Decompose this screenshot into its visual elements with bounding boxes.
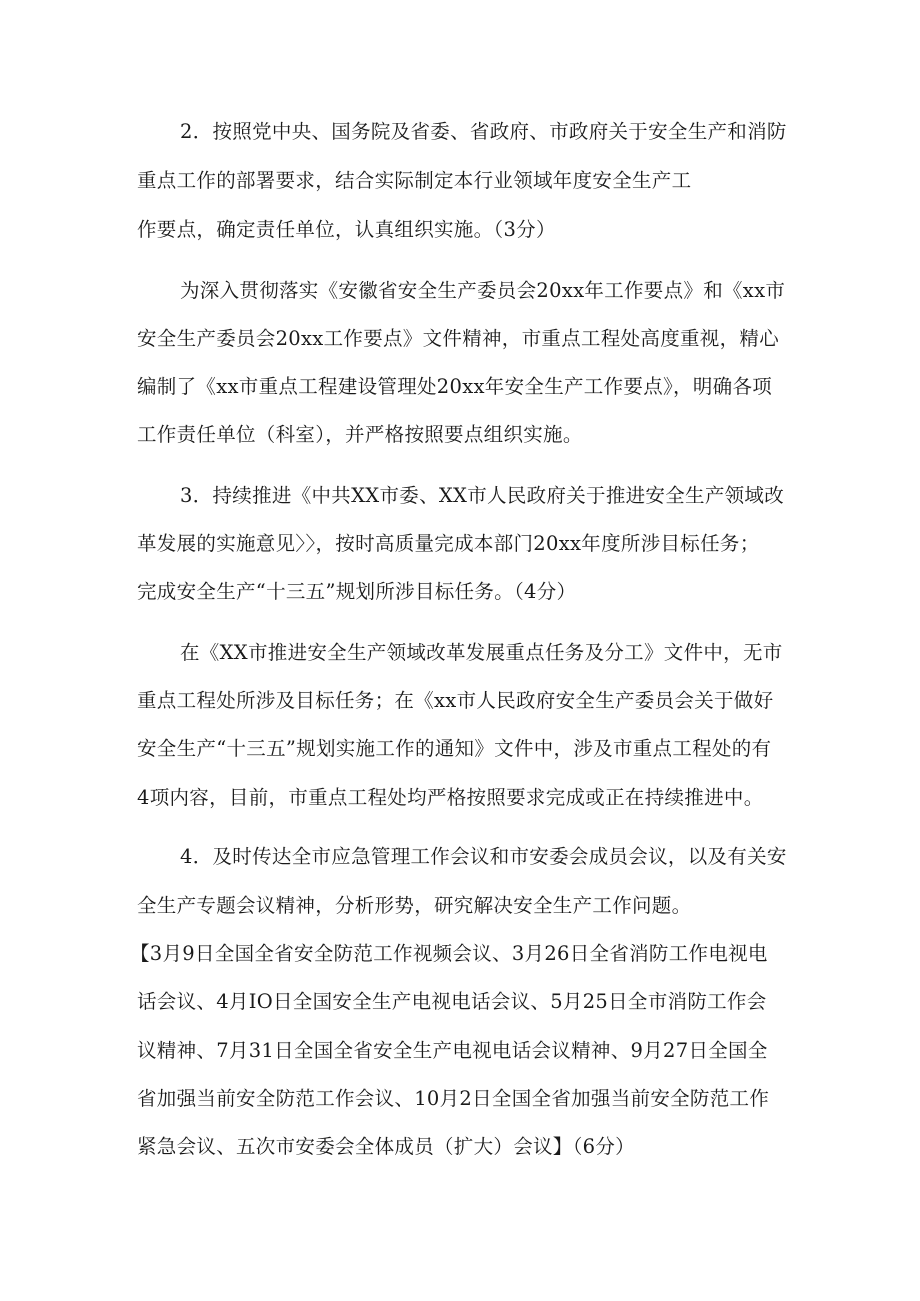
item-4-line-1: 4．及时传达全市应急管理工作会议和市安委会成员会议，以及有关安 <box>180 845 787 868</box>
item-2-line-2: 重点工作的部署要求，结合实际制定本行业领域年度安全生产工 <box>137 169 692 192</box>
item-2-line-3: 作要点，确定责任单位，认真组织实施。（3分） <box>137 218 556 241</box>
item-4-line-3: 【3月9日全国全省安全防范工作视频会议、3月26日全省消防工作电视电 <box>130 942 768 965</box>
item-2-response-line-4: 工作责任单位（科室），并严格按照要点组织实施。 <box>137 423 583 446</box>
item-3-response-line-2: 重点工程处所涉及目标任务；在《xx市人民政府安全生产委员会关于做好 <box>137 689 774 712</box>
item-3-response-line-3: 安全生产“十三五”规划实施工作的通知》文件中，涉及市重点工程处的有 <box>137 737 772 760</box>
item-2-response-line-3: 编制了《xx市重点工程建设管理处20xx年安全生产工作要点》，明确各项 <box>137 375 773 398</box>
item-4-line-5: 议精神、7月31日全国全省安全生产电视电话会议精神、9月27日全国全 <box>137 1039 768 1062</box>
item-4-line-4: 话会议、4月IO日全国安全生产电视电话会议、5月25日全市消防工作会 <box>137 990 767 1013</box>
item-4-line-7: 紧急会议、五次市安委会全体成员（扩大）会议】（6分） <box>137 1135 635 1158</box>
item-3-response-line-4: 4项内容，目前，市重点工程处均严格按照要求完成或正在持续推进中。 <box>137 786 764 809</box>
item-3-line-2: 革发展的实施意见〉〉，按时高质量完成本部门20xx年度所涉目标任务； <box>137 532 760 555</box>
item-3-line-3: 完成安全生产“十三五”规划所涉目标任务。（4分） <box>137 580 577 603</box>
item-2-response-line-2: 安全生产委员会20xx工作要点》文件精神，市重点工程处高度重视，精心 <box>137 327 780 350</box>
item-3-line-1: 3．持续推进《中共XX市委、XX市人民政府关于推进安全生产领域改 <box>180 484 785 507</box>
item-2-response-line-1: 为深入贯彻落实《安徽省安全生产委员会20xx年工作要点》和《xx市 <box>180 279 786 302</box>
item-3-response-line-1: 在《XX市推进安全生产领域改革发展重点任务及分工》文件中，无市 <box>180 641 783 664</box>
item-4-line-6: 省加强当前安全防范工作会议、10月2日全国全省加强当前安全防范工作 <box>137 1087 770 1110</box>
item-4-line-2: 全生产专题会议精神，分析形势，研究解决安全生产工作问题。 <box>137 894 692 917</box>
item-2-line-1: 2．按照党中央、国务院及省委、省政府、市政府关于安全生产和消防 <box>180 120 787 143</box>
